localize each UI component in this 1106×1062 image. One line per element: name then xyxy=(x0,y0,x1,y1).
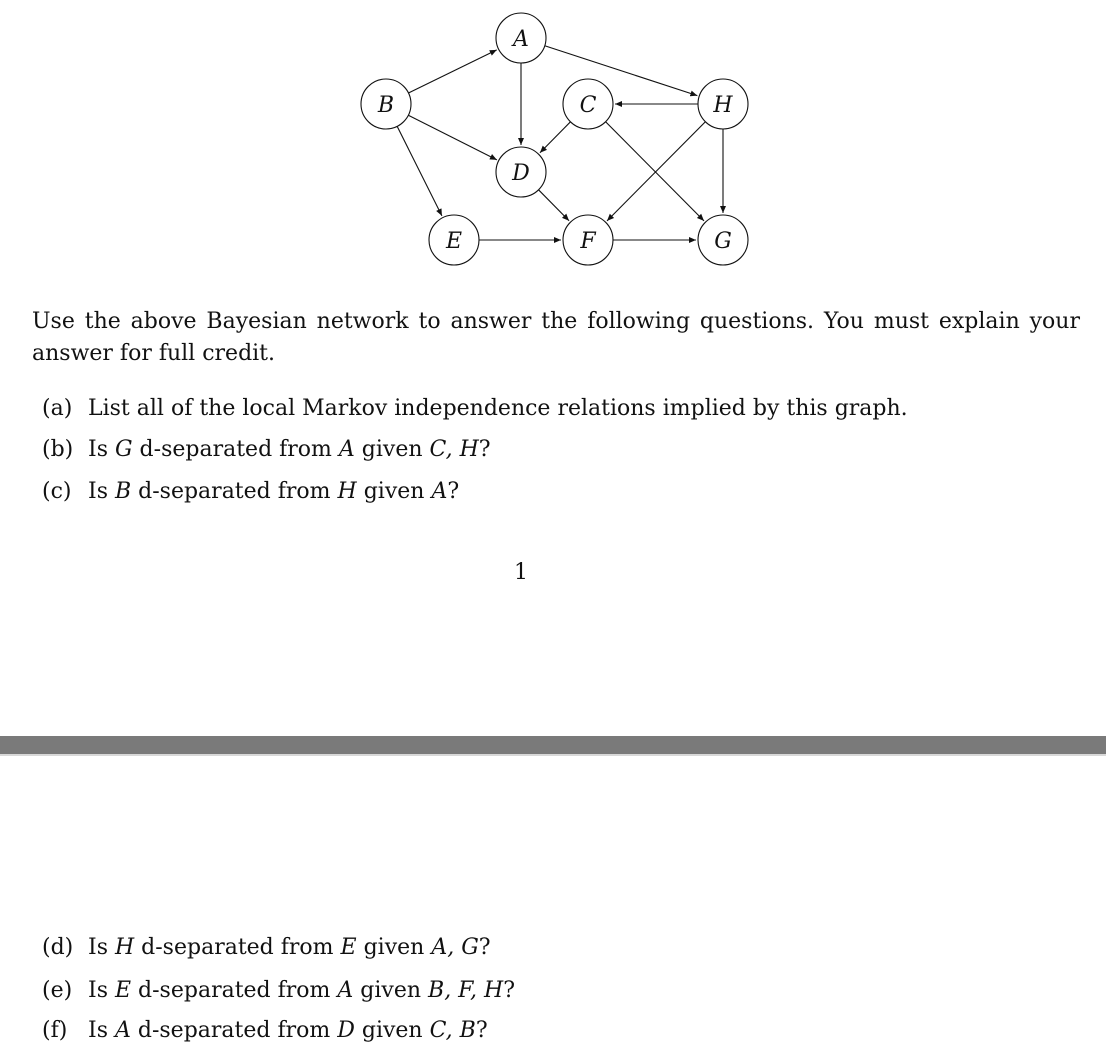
node-b-label: B xyxy=(377,93,395,118)
node-d xyxy=(496,147,546,197)
question-e-var-2: A xyxy=(337,978,354,1003)
question-b-text-4: ? xyxy=(478,437,491,462)
question-b-text-1: Is xyxy=(88,437,115,462)
question-f-label: (f) xyxy=(42,1018,68,1043)
edge-a-to-h xyxy=(545,46,698,96)
question-d xyxy=(42,934,491,962)
edge-b-to-a xyxy=(408,50,496,93)
question-d-label: (d) xyxy=(42,935,74,960)
question-f-var-2: D xyxy=(337,1018,355,1043)
question-c-text-3: given xyxy=(356,479,432,504)
node-c xyxy=(563,79,613,129)
node-c-label: C xyxy=(579,93,597,118)
node-a xyxy=(496,13,546,63)
question-d-text-3: given xyxy=(356,935,432,960)
bayesian-network-diagram xyxy=(0,0,1106,280)
question-e-text-1: Is xyxy=(88,978,115,1003)
edge-b-to-e xyxy=(397,126,442,215)
question-f-text-3: given xyxy=(354,1018,430,1043)
question-b-var-1: G xyxy=(114,437,133,462)
node-h-label: H xyxy=(713,93,733,118)
question-b-text-2: d-separated from xyxy=(132,437,339,462)
question-f-text-2: d-separated from xyxy=(130,1018,338,1043)
question-e-var-1: E xyxy=(114,978,132,1003)
question-d-var-2: E xyxy=(340,935,357,960)
question-e-text-3: given xyxy=(353,978,429,1003)
question-c-text-1: Is xyxy=(88,479,115,504)
edge-h-to-f xyxy=(607,122,705,221)
node-h xyxy=(698,79,748,129)
node-b xyxy=(361,79,411,129)
question-f-var-1: A xyxy=(114,1018,131,1043)
question-a-text: List all of the local Markov independence relations implied by this graph. xyxy=(88,396,908,421)
node-e xyxy=(429,215,479,265)
question-c-text-4: ? xyxy=(447,479,460,504)
question-d-var-3: A, G xyxy=(431,935,479,960)
question-e-label: (e) xyxy=(42,978,73,1003)
node-a-label: A xyxy=(513,27,529,52)
node-e-label: E xyxy=(445,229,463,254)
question-c-label: (c) xyxy=(42,479,72,504)
question-b-var-3: C, H xyxy=(429,437,479,462)
edge-c-to-d xyxy=(540,122,571,153)
question-d-text-4: ? xyxy=(478,935,491,960)
node-d-label: D xyxy=(512,161,530,186)
question-e-text-2: d-separated from xyxy=(131,978,338,1003)
question-e xyxy=(42,977,515,1005)
edge-b-to-d xyxy=(408,115,497,160)
question-a xyxy=(42,395,908,423)
question-c xyxy=(42,478,459,506)
question-f-text-1: Is xyxy=(88,1018,115,1043)
question-c-var-3: A xyxy=(431,479,448,504)
node-f-label: F xyxy=(580,229,596,254)
question-c-text-2: d-separated from xyxy=(131,479,338,504)
question-c-var-1: B xyxy=(114,479,132,504)
question-b-text-3: given xyxy=(354,437,430,462)
instructions-paragraph: Use the above Bayesian network to answer the following questions. You must explain your answer for full credit. xyxy=(32,309,1080,366)
question-f-var-3: C, B xyxy=(429,1018,476,1043)
node-f xyxy=(563,215,613,265)
question-e-text-4: ? xyxy=(503,978,515,1003)
node-g xyxy=(698,215,748,265)
question-a-label: (a) xyxy=(42,396,73,421)
question-b-var-2: A xyxy=(338,437,355,462)
edge-c-to-g xyxy=(606,122,704,221)
question-d-text-1: Is xyxy=(88,935,115,960)
question-d-var-1: H xyxy=(114,935,135,960)
question-b xyxy=(42,436,491,464)
edge-d-to-f xyxy=(539,190,570,221)
question-b-label: (b) xyxy=(42,437,74,462)
question-c-var-2: H xyxy=(337,479,357,504)
page-divider[interactable] xyxy=(0,736,1106,756)
question-d-text-2: d-separated from xyxy=(134,935,341,960)
node-g-label: G xyxy=(714,229,732,254)
question-e-var-3: B, F, H xyxy=(428,978,504,1003)
question-f xyxy=(42,1017,488,1045)
page-number: 1 xyxy=(514,560,528,585)
question-f-text-4: ? xyxy=(475,1018,488,1043)
